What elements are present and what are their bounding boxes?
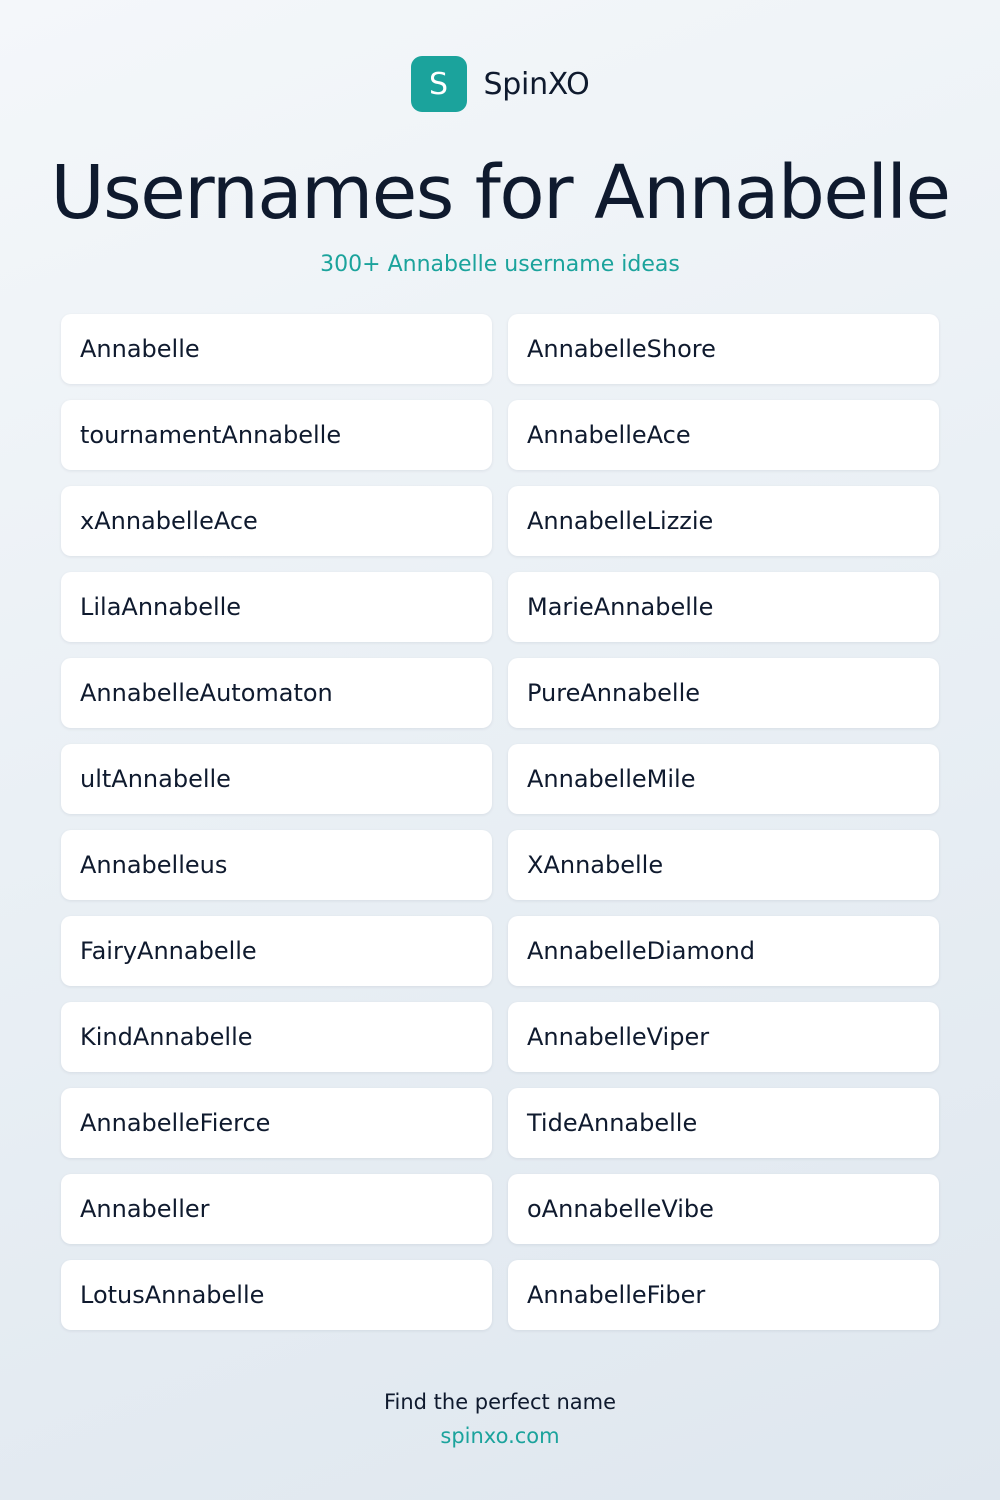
username-card[interactable]: AnnabelleLizzie	[508, 486, 939, 556]
footer-site-link[interactable]: spinxo.com	[440, 1424, 560, 1448]
username-card[interactable]: AnnabelleMile	[508, 744, 939, 814]
username-card[interactable]: AnnabelleShore	[508, 314, 939, 384]
username-card[interactable]: AnnabelleAutomaton	[61, 658, 492, 728]
logo-letter: S	[429, 66, 449, 102]
username-grid	[61, 314, 939, 1330]
username-card[interactable]: KindAnnabelle	[61, 1002, 492, 1072]
username-card[interactable]: Annabelle	[61, 314, 492, 384]
username-card[interactable]: tournamentAnnabelle	[61, 400, 492, 470]
brand-name: SpinXO	[483, 66, 590, 102]
username-card[interactable]: MarieAnnabelle	[508, 572, 939, 642]
footer-tagline: Find the perfect name	[383, 1390, 617, 1414]
username-card[interactable]: xAnnabelleAce	[61, 486, 492, 556]
username-card[interactable]: Annabeller	[61, 1174, 492, 1244]
username-card[interactable]: TideAnnabelle	[508, 1088, 939, 1158]
username-card[interactable]: LotusAnnabelle	[61, 1260, 492, 1330]
username-card[interactable]: oAnnabelleVibe	[508, 1174, 939, 1244]
page-subtitle: 300+ Annabelle username ideas	[320, 252, 680, 277]
username-card[interactable]: Annabelleus	[61, 830, 492, 900]
page-title: Usernames for Annabelle	[50, 150, 950, 236]
brand-header	[0, 56, 1000, 112]
logo-icon	[411, 56, 467, 112]
username-card[interactable]: XAnnabelle	[508, 830, 939, 900]
username-card[interactable]: LilaAnnabelle	[61, 572, 492, 642]
username-card[interactable]: AnnabelleViper	[508, 1002, 939, 1072]
username-card[interactable]: AnnabelleDiamond	[508, 916, 939, 986]
username-card[interactable]: AnnabelleFiber	[508, 1260, 939, 1330]
username-card[interactable]: AnnabelleAce	[508, 400, 939, 470]
username-card[interactable]: PureAnnabelle	[508, 658, 939, 728]
username-card[interactable]: AnnabelleFierce	[61, 1088, 492, 1158]
username-card[interactable]: ultAnnabelle	[61, 744, 492, 814]
username-card[interactable]: FairyAnnabelle	[61, 916, 492, 986]
